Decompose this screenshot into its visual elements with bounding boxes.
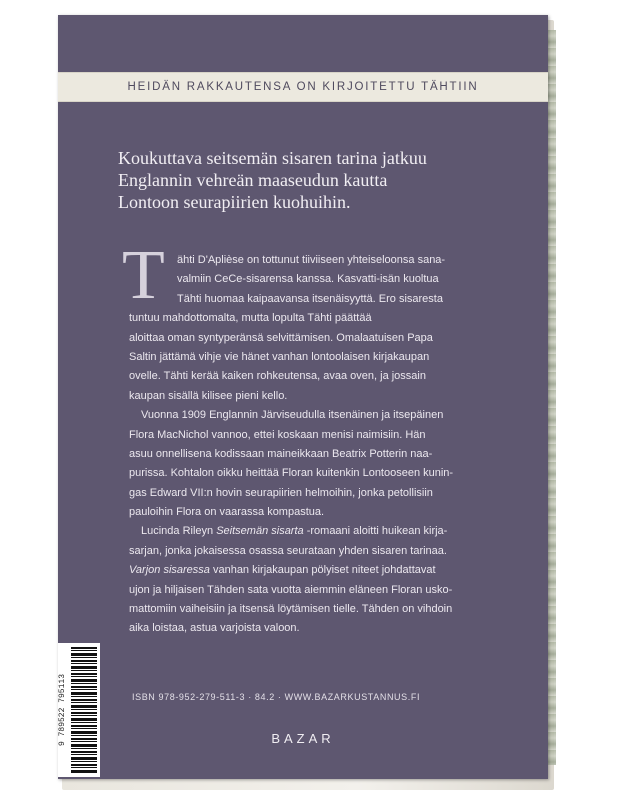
text-line: aika loistaa, astua varjoista valoon. xyxy=(129,622,300,635)
tagline-line: Koukuttava seitsemän sisaren tarina jatkuu xyxy=(118,148,427,168)
text-segment: vanhan kirjakaupan pölyiset niteet johdattavat xyxy=(209,564,436,577)
text-line: ovelle. Tähti kerää kaiken rohkeutensa, avaa oven, ja jossain xyxy=(129,370,426,383)
tagline-line: Englannin vehreän maaseudun kautta xyxy=(118,170,388,190)
text-line: asuu onnellisena kodissaan maineikkaan Beatrix Potterin naa- xyxy=(129,447,433,460)
drop-cap: T xyxy=(122,237,165,314)
text-line: tuntuu mahdottomalta, mutta lopulta Tähti päättää xyxy=(129,312,372,325)
text-line: pauloihin Flora on vaarassa kompastua. xyxy=(129,506,325,519)
paragraph-1 xyxy=(129,251,537,406)
text-segment: Lucinda Rileyn xyxy=(141,525,217,538)
book-title-seitseman-sisarta: Seitsemän sisarta xyxy=(216,525,304,538)
text-line: Tähti huomaa kaipaavansa itsenäisyyttä. Ero sisaresta xyxy=(177,292,443,305)
barcode-bars xyxy=(71,647,97,773)
banner-strip xyxy=(58,72,548,102)
paragraph-3 xyxy=(129,522,537,638)
blurb xyxy=(129,251,537,639)
tagline xyxy=(118,147,518,213)
text-line: ähti D'Aplièse on tottunut tiiviiseen yhteiseloonsa sana- xyxy=(177,254,446,266)
publisher-logo: BAZAR xyxy=(271,731,335,746)
text-line xyxy=(129,561,537,580)
text-line: Vuonna 1909 Englannin Järviseudulla itsenäinen ja itsepäinen xyxy=(141,409,444,422)
text-line: gas Edward VII:n hovin seurapiirien helmoihin, jonka petollisiin xyxy=(129,486,433,499)
text-line: ujon ja hiljaisen Tähden sata vuotta aiemmin eläneen Floran usko- xyxy=(129,583,453,596)
text-line: valmiin CeCe-sisarensa kanssa. Kasvatti-isän kuoltua xyxy=(177,273,439,286)
text-line xyxy=(129,522,537,541)
text-line: purissa. Kohtalon oikku heittää Floran kuitenkin Lontooseen kunin- xyxy=(129,467,454,480)
tagline-line: Lontoon seurapiirien kuohuihin. xyxy=(118,192,351,212)
text-line: kaupan sisällä kilisee pieni kello. xyxy=(129,389,288,402)
text-line: mattomiin vaiheisiin ja itsensä löytämisen tielle. Tähden on vihdoin xyxy=(129,603,453,616)
text-line: Flora MacNichol vannoo, ettei koskaan menisi naimisiin. Hän xyxy=(129,428,426,441)
book-title-varjon-sisaressa: Varjon sisaressa xyxy=(129,564,210,577)
banner-text: HEIDÄN RAKKAUTENSA ON KIRJOITETTU TÄHTIIN xyxy=(127,81,479,93)
isbn-line: ISBN 978-952-279-511-3 · 84.2 · WWW.BAZARKUSTANNUS.FI xyxy=(132,692,421,702)
paragraph-2 xyxy=(129,406,537,522)
barcode xyxy=(58,643,100,777)
barcode-digits: 9 789522 795113 xyxy=(58,674,67,747)
text-line: sarjan, jonka jokaisessa osassa seurataan yhden sisaren tarinaa. xyxy=(129,544,447,557)
text-line: aloittaa oman syntyperänsä selvittämisen. Omalaatuisen Papa xyxy=(129,331,433,344)
text-line: Saltin jättämä vihje vie hänet vanhan lontoolaisen kirjakaupan xyxy=(129,350,430,363)
text-segment: -romaani aloitti huikean kirja- xyxy=(303,525,448,538)
back-cover xyxy=(58,15,548,779)
